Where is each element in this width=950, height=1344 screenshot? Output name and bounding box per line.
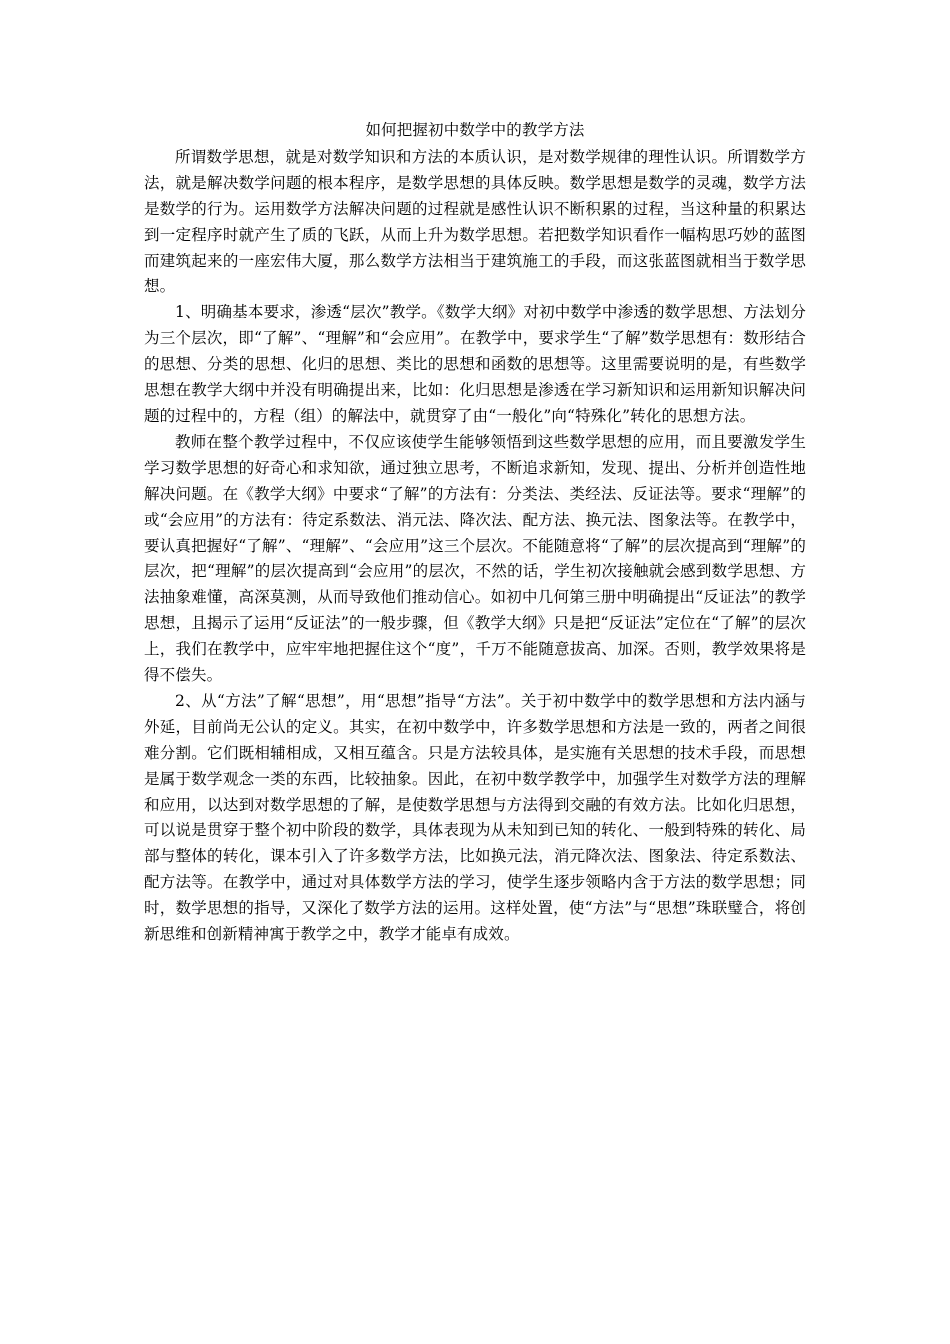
document-page	[144, 118, 806, 948]
paragraph-intro: 所谓数学思想，就是对数学知识和方法的本质认识，是对数学规律的理性认识。所谓数学方法，就是解决数学问题的根本程序，是数学思想的具体反映。数学思想是数学的灵魂，数学方法是数学的行为。运用数学方法解决问题的过程就是感性认识不断积累的过程，当这种量的积累达到一定程序时就产生了质的飞跃，从而上升为数学思想。若把数学知识看作一幅构思巧妙的蓝图而建筑起来的一座宏伟大厦，那么数学方法相当于建筑施工的手段，而这张蓝图就相当于数学思想。	[144, 147, 806, 296]
document-title: 如何把握初中数学中的教学方法	[365, 121, 585, 139]
paragraph-teacher: 教师在整个教学过程中，不仅应该使学生能够领悟到这些数学思想的应用，而且要激发学生学习数学思想的好奇心和求知欲，通过独立思考，不断追求新知，发现、提出、分析并创造性地解决问题。在《教学大纲》中要求“了解”的方法有：分类法、类经法、反证法等。要求“理解”的或“会应用”的方法有：待定系数法、消元法、降次法、配方法、换元法、图象法等。在教学中，要认真把握好“了解”、“理解”、“会应用”这三个层次。不能随意将“了解”的层次提高到“理解”的层次，把“理解”的层次提高到“会应用”的层次，不然的话，学生初次接触就会感到数学思想、方法抽象难懂，高深莫测，从而导致他们推动信心。如初中几何第三册中明确提出“反证法”的教学思想，且揭示了运用“反证法”的一般步骤，但《教学大纲》只是把“反证法”定位在“了解”的层次上，我们在教学中，应牢牢地把握住这个“度”，千万不能随意拔高、加深。否则，教学效果将是得不偿失。	[144, 432, 806, 685]
paragraph-section-1: 1、明确基本要求，渗透“层次”教学。《数学大纲》对初中数学中渗透的数学思想、方法划分为三个层次，即“了解”、“理解”和“会应用”。在教学中，要求学生“了解”数学思想有：数形结合的思想、分类的思想、化归的思想、类比的思想和函数的思想等。这里需要说明的是，有些数学思想在教学大纲中并没有明确提出来，比如：化归思想是渗透在学习新知识和运用新知识解决问题的过程中的，方程（组）的解法中，就贯穿了由“一般化”向“特殊化”转化的思想方法。	[144, 303, 806, 425]
paragraph-section-2: 2、从“方法”了解“思想”，用“思想”指导“方法”。关于初中数学中的数学思想和方法内涵与外延，目前尚无公认的定义。其实，在初中数学中，许多数学思想和方法是一致的，两者之间很难分割。它们既相辅相成，又相互蕴含。只是方法较具体，是实施有关思想的技术手段，而思想是属于数学观念一类的东西，比较抽象。因此，在初中数学教学中，加强学生对数学方法的理解和应用，以达到对数学思想的了解，是使数学思想与方法得到交融的有效方法。比如化归思想，可以说是贯穿于整个初中阶段的数学，具体表现为从未知到已知的转化、一般到特殊的转化、局部与整体的转化，课本引入了许多数学方法，比如换元法，消元降次法、图象法、待定系数法、配方法等。在教学中，通过对具体数学方法的学习，使学生逐步领略内含于方法的数学思想；同时，数学思想的指导，又深化了数学方法的运用。这样处置，使“方法”与“思想”珠联璧合，将创新思维和创新精神寓于教学之中，教学才能卓有成效。	[144, 691, 806, 944]
